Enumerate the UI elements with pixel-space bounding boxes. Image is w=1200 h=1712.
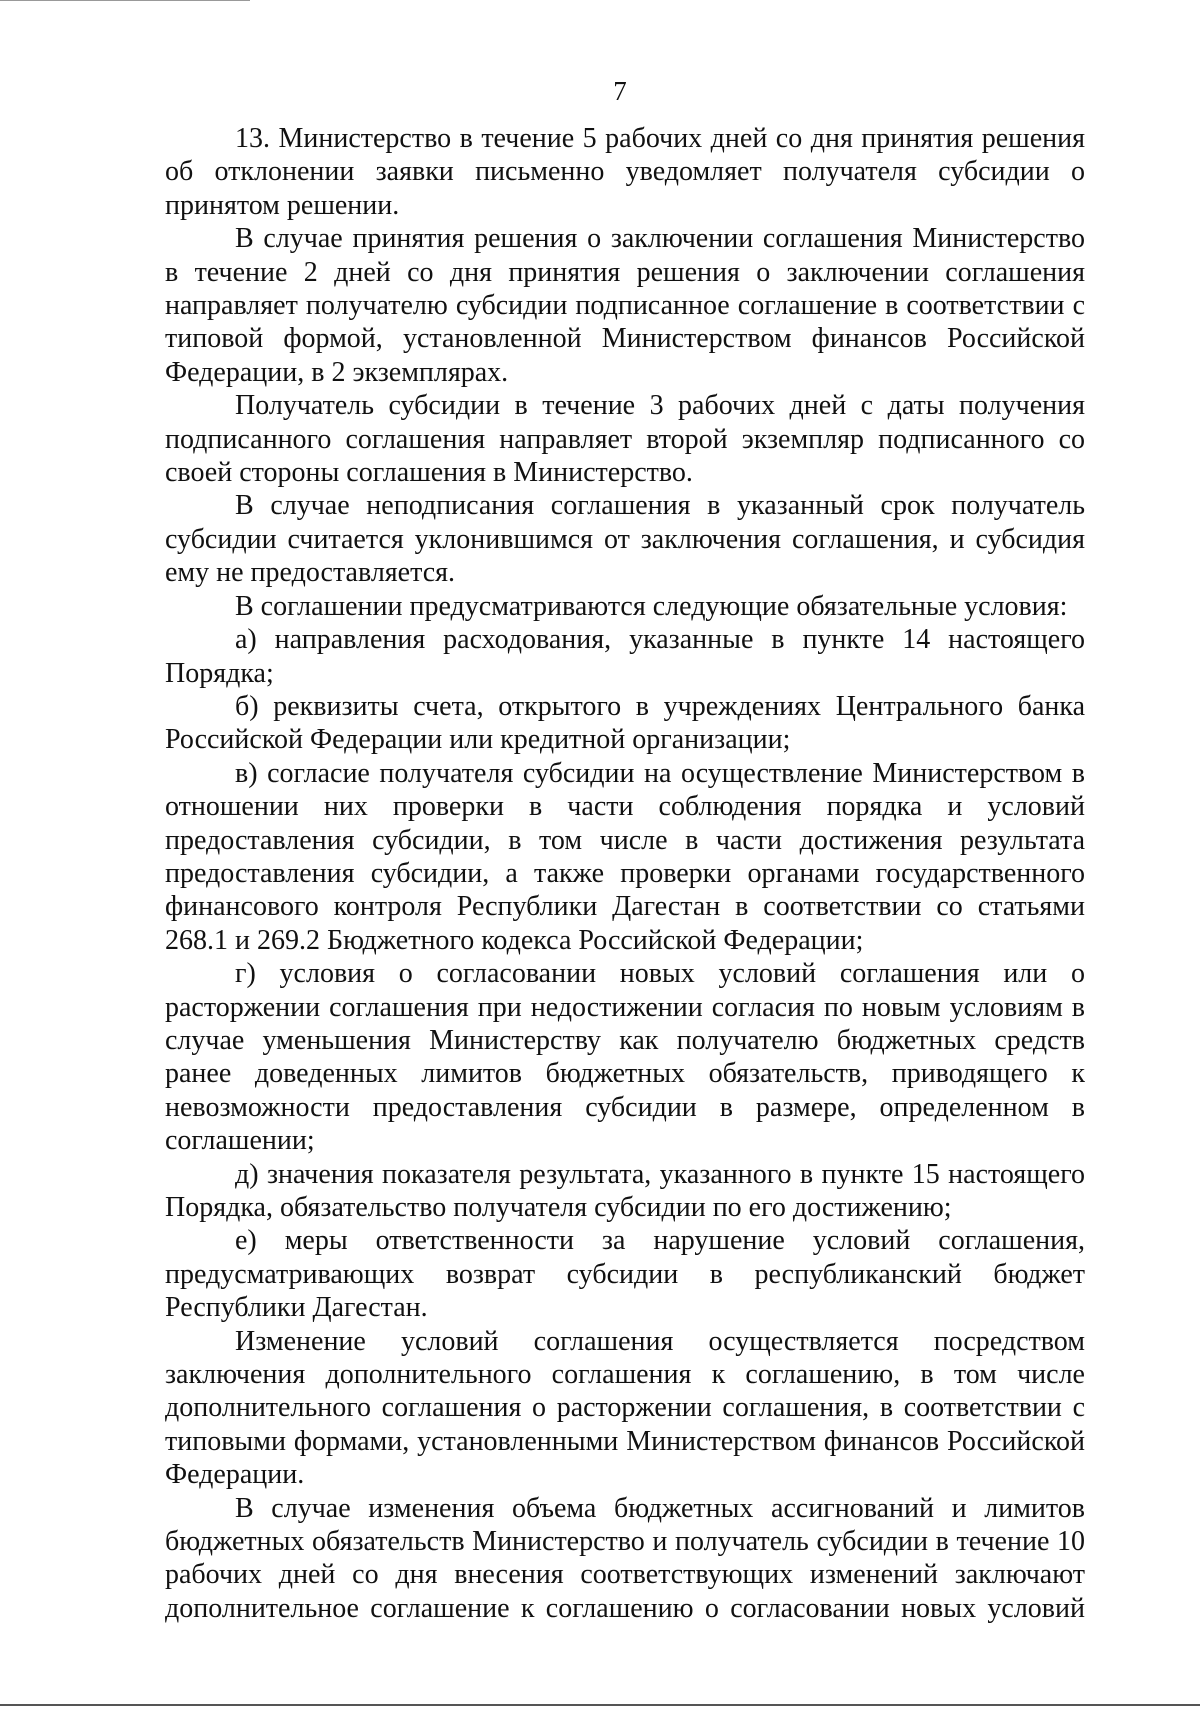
list-item-v: в) согласие получателя субсидии на осуществление Министерством в отношении них проверки в части соблюдения порядка и условий предоставления субсидии, в том числе в части достижения результата предоставления субсидии, а также проверки органами государственного финансового контроля Республики Дагестан в соответствии со статьями 268.1 и 269.2 Бюджетного кодекса Российской Федерации; bbox=[165, 757, 1085, 956]
paragraph-budget-changes: В случае изменения объема бюджетных ассигнований и лимитов бюджетных обязательств Министерство и получатель субсидии в течение 10 рабочих дней со дня внесения соответствующих изменений заключают дополнительное соглашение к соглашению о согласовании новых условий bbox=[165, 1492, 1085, 1624]
body-text bbox=[165, 122, 1085, 1625]
paragraph-mandatory-conditions: В соглашении предусматриваются следующие обязательные условия: bbox=[235, 590, 1068, 622]
paragraph-non-signing: В случае неподписания соглашения в указанный срок получатель субсидии считается уклонившимся от заключения соглашения, и субсидия ему не предоставляется. bbox=[165, 490, 1085, 589]
paragraph-recipient-signing: Получатель субсидии в течение 3 рабочих дней с даты получения подписанного соглашения направляет второй экземпляр подписанного со своей стороны соглашения в Министерство. bbox=[165, 390, 1085, 489]
paragraph-agreement-conclusion: В случае принятия решения о заключении соглашения Министерство в течение 2 дней со дня принятия решения о заключении соглашения направляет получателю субсидии подписанное соглашение в соответствии с типовой формой, установленной Министерством финансов Российской Федерации, в 2 экземплярах. bbox=[165, 223, 1085, 388]
paragraph-decision-notice: 13. Министерство в течение 5 рабочих дней со дня принятия решения об отклонении заявки письменно уведомляет получателя субсидии о принятом решении. bbox=[165, 123, 1085, 221]
list-item-e: е) меры ответственности за нарушение условий соглашения, предусматривающих возврат субсидии в республиканский бюджет Республики Дагестан. bbox=[165, 1225, 1085, 1324]
list-item-d: д) значения показателя результата, указанного в пункте 15 настоящего Порядка, обязательство получателя субсидии по его достижению; bbox=[165, 1158, 1085, 1223]
list-item-b: б) реквизиты счета, открытого в учреждениях Центрального банка Российской Федерации или кредитной организации; bbox=[165, 690, 1085, 756]
page-number: 7 bbox=[613, 76, 627, 106]
list-item-a: а) направления расходования, указанные в пункте 14 настоящего Порядка; bbox=[165, 624, 1085, 689]
scan-edge-top bbox=[0, 0, 250, 1]
paragraph-agreement-changes: Изменение условий соглашения осуществляется посредством заключения дополнительного соглашения к соглашению, в том числе дополнительного соглашения о расторжении соглашения, в соответствии с типовыми формами, установленными Министерством финансов Российской Федерации. bbox=[165, 1325, 1085, 1491]
scan-edge-bottom bbox=[0, 1704, 1200, 1706]
list-item-g: г) условия о согласовании новых условий соглашения или о расторжении соглашения при недостижении согласия по новым условиям в случае уменьшения Министерству как получателю бюджетных средств ранее доведенных лимитов бюджетных обязательств, приводящего к невозможности предоставления субсидии в размере, определенном в соглашении; bbox=[165, 958, 1085, 1157]
